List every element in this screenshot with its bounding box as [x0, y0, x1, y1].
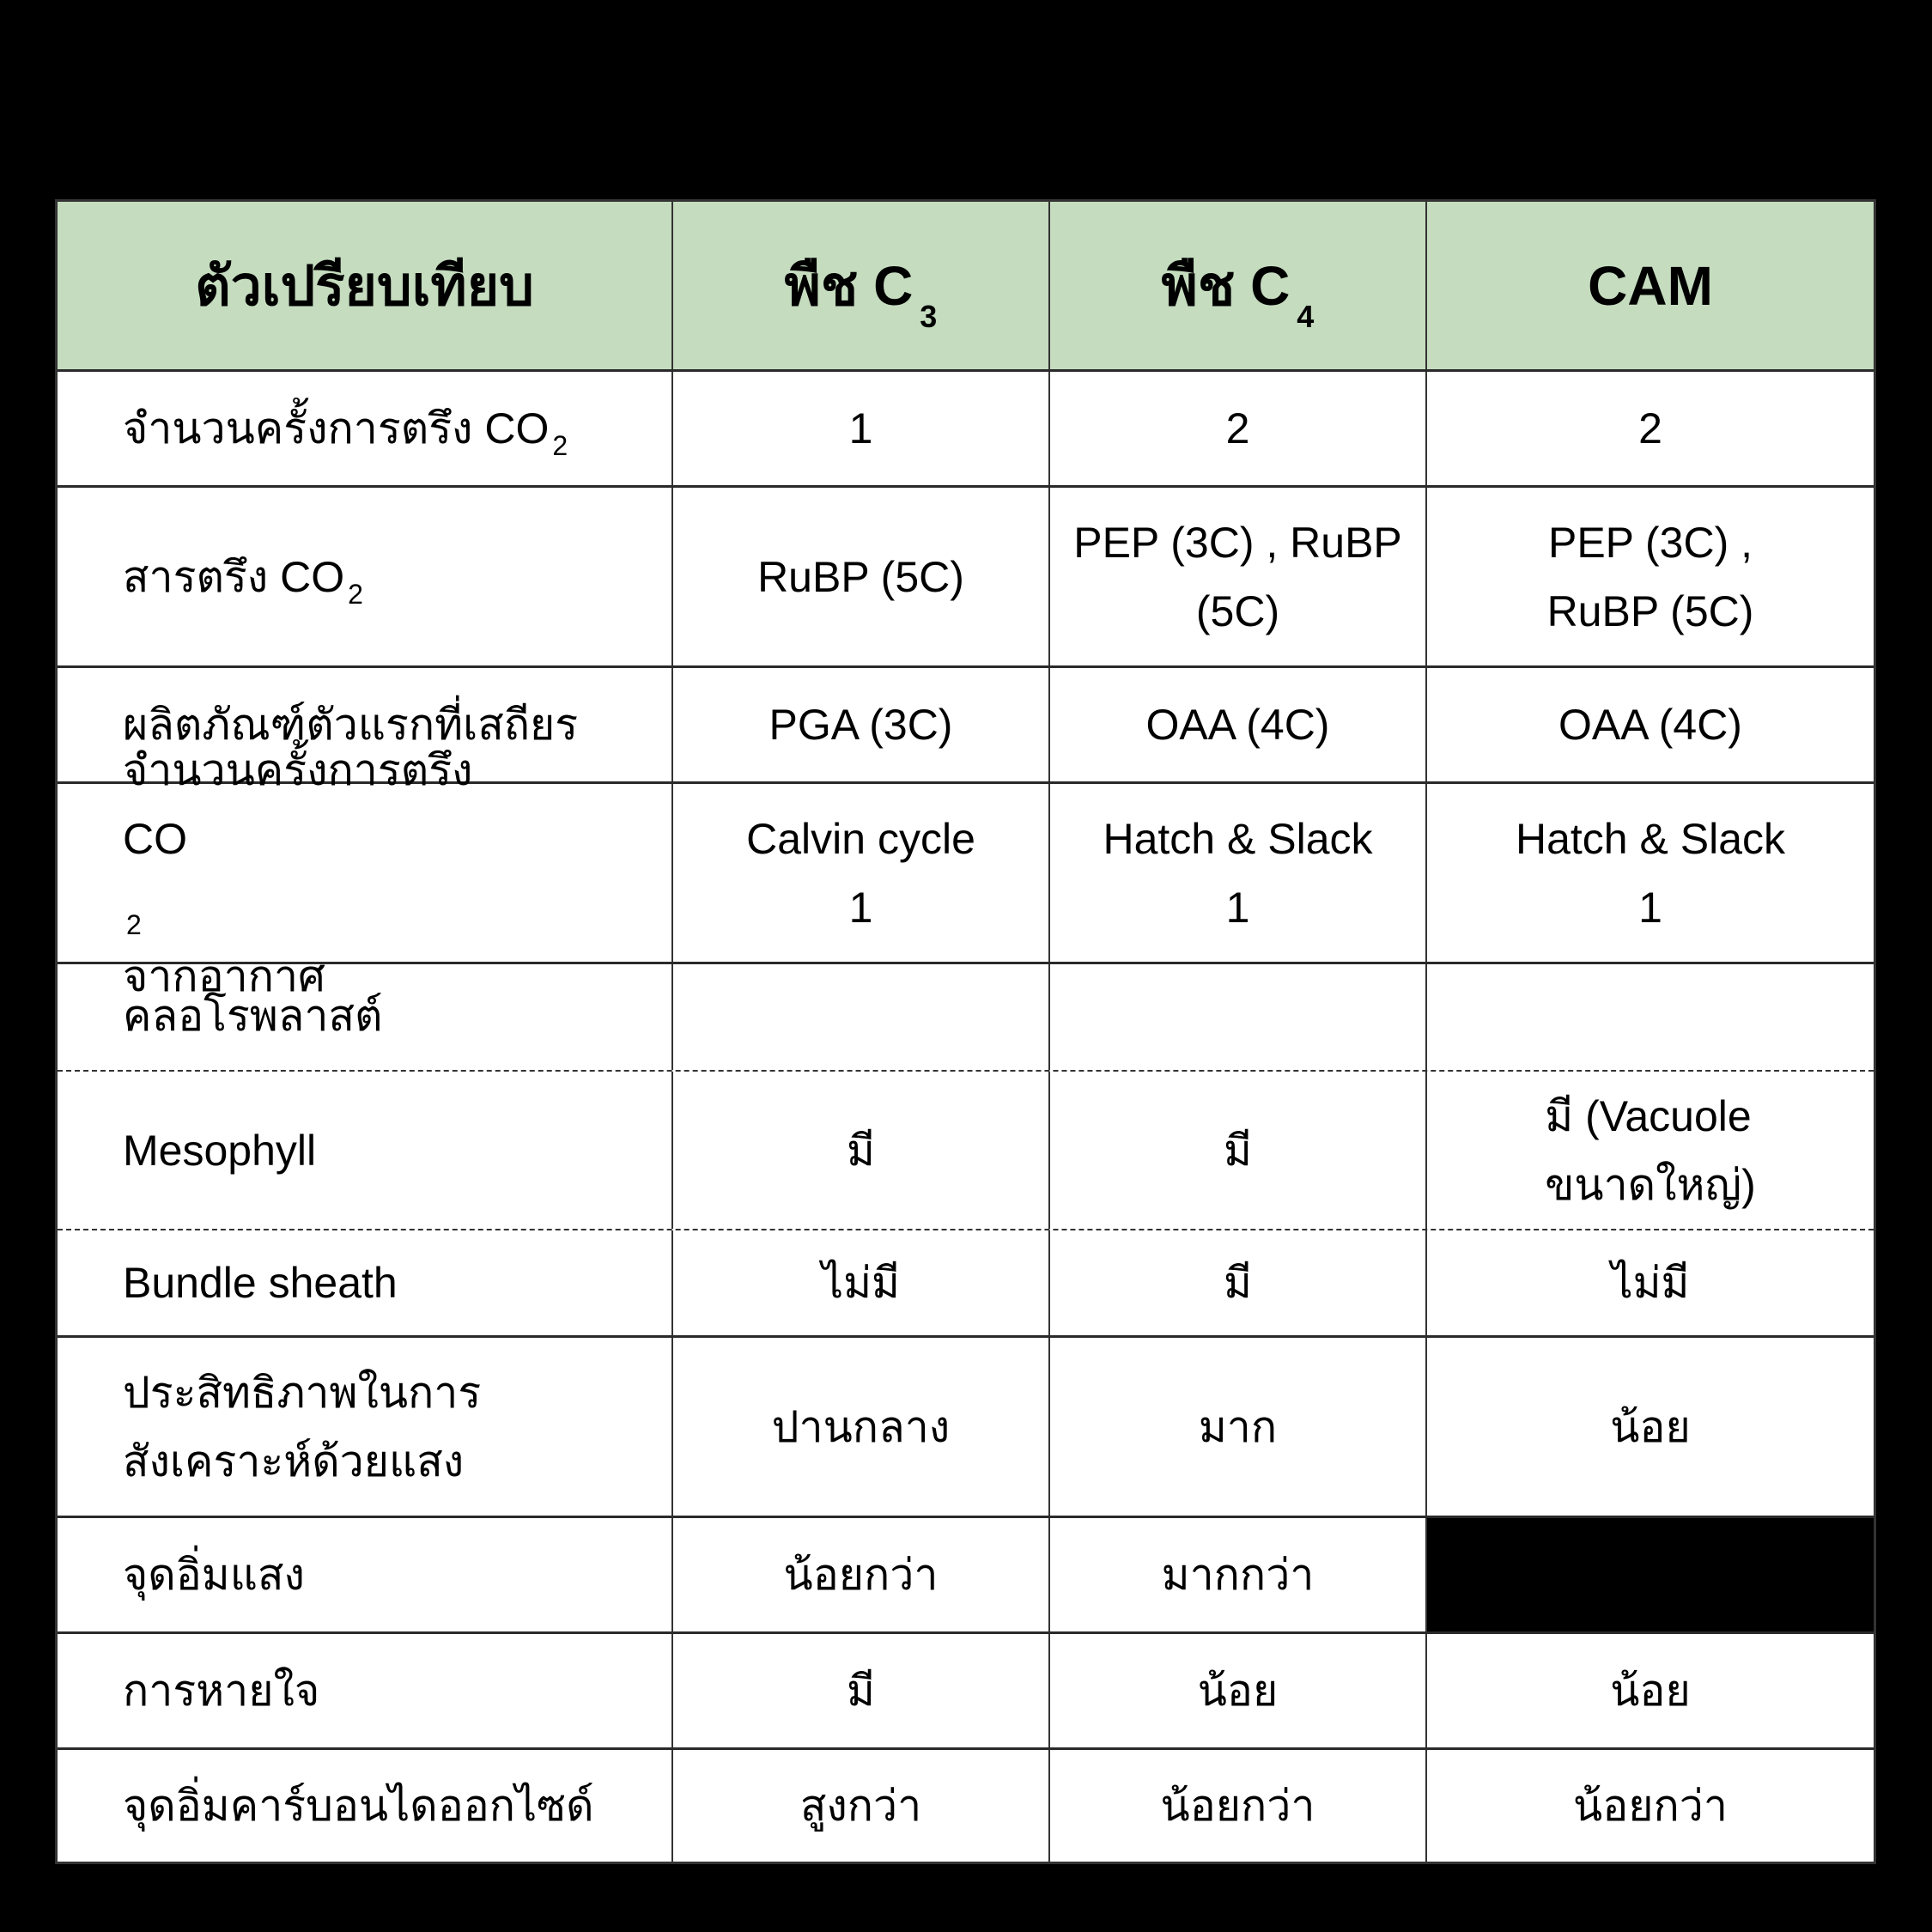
- row-label-sub: 2: [348, 578, 363, 610]
- cell-c3: 1: [673, 372, 1050, 485]
- cell-cam: 2: [1638, 404, 1662, 453]
- table-row: [58, 964, 1874, 1072]
- cell-c3: สูงกว่า: [673, 1750, 1050, 1862]
- cell-line: Hatch & Slack: [1103, 814, 1373, 863]
- row-label: [58, 745, 673, 1000]
- table-row: [58, 1072, 1874, 1230]
- cell-c4: มากกว่า: [1050, 1518, 1427, 1631]
- cell-cam: [1427, 964, 1874, 1070]
- table-row: [58, 745, 1874, 1000]
- cell-c3: ไม่มี: [673, 1230, 1050, 1335]
- cell-line: Hatch & Slack: [1515, 814, 1785, 863]
- cell-line: มี (Vacuole: [1545, 1091, 1752, 1140]
- header-cam: [1427, 202, 1874, 369]
- cell-c4: น้อย: [1050, 1634, 1427, 1747]
- row-label: [58, 372, 673, 485]
- header-criteria: [58, 202, 673, 369]
- cell-c4: 2: [1050, 372, 1427, 485]
- cell-cam: น้อยกว่า: [1573, 1782, 1728, 1830]
- cell-c4: [1050, 964, 1427, 1070]
- row-label-sub: 2: [126, 908, 142, 940]
- row-label: [58, 1338, 673, 1516]
- cell-c3: น้อยกว่า: [673, 1518, 1050, 1631]
- header-c3-sub: 3: [920, 298, 938, 334]
- row-label: จุดอิ่มคาร์บอนไดออกไซด์: [58, 1750, 673, 1862]
- row-label-line: สังเคราะห์ด้วยแสง: [123, 1437, 465, 1485]
- row-label: จุดอิ่มแสง: [58, 1518, 673, 1631]
- row-label-line: ประสิทธิภาพในการ: [123, 1368, 482, 1417]
- header-c4: [1050, 202, 1427, 369]
- header-cam-label: CAM: [1588, 254, 1713, 317]
- row-label: Mesophyll: [58, 1072, 673, 1229]
- cell-c3: ปานกลาง: [673, 1338, 1050, 1516]
- cell-cam: OAA (4C): [1558, 701, 1742, 749]
- table-header-row: [58, 202, 1874, 372]
- cell-cam: [1427, 784, 1874, 962]
- cell-line: RuBP (5C): [1546, 586, 1754, 635]
- cell-c4: OAA (4C): [1050, 668, 1427, 781]
- comparison-table: [55, 199, 1876, 1864]
- cell-line: Calvin cycle: [746, 814, 975, 863]
- table-row: [58, 1518, 1874, 1634]
- cell-cam: [1427, 488, 1874, 665]
- row-label: Bundle sheath: [58, 1230, 673, 1335]
- cell-c3: RuBP (5C): [673, 488, 1050, 665]
- row-label: [58, 488, 673, 665]
- cell-cam: น้อย: [1610, 1402, 1691, 1451]
- row-label-post: จากอากาศ: [123, 951, 325, 1000]
- table-row: [58, 488, 1874, 668]
- cell-cam: ไม่มี: [1611, 1259, 1690, 1307]
- cell-c4: [1050, 784, 1427, 962]
- redacted-cell: [1427, 1518, 1874, 1631]
- cell-c4: [1050, 488, 1427, 665]
- cell-c4: มี: [1050, 1230, 1427, 1335]
- cell-line: 1: [1638, 883, 1662, 932]
- cell-c3: [673, 964, 1050, 1070]
- cell-line: 1: [848, 883, 873, 932]
- cell-c3: มี: [673, 1634, 1050, 1747]
- cell-c4: มี: [1050, 1072, 1427, 1229]
- cell-c3: PGA (3C): [673, 668, 1050, 781]
- row-label-sub: 2: [552, 430, 568, 461]
- row-label: การหายใจ: [58, 1634, 673, 1747]
- table-row: [58, 372, 1874, 488]
- cell-cam: น้อย: [1610, 1667, 1691, 1715]
- cell-c3: มี: [673, 1072, 1050, 1229]
- header-c3-label: พืช C: [784, 254, 914, 317]
- row-label-co: CO: [123, 814, 187, 863]
- header-c3: [673, 202, 1050, 369]
- row-label: คลอโรพลาสต์: [58, 964, 673, 1070]
- row-label-text: จำนวนครั้งการตรึง CO: [123, 404, 550, 453]
- cell-c3: [673, 784, 1050, 962]
- table-row: [58, 1634, 1874, 1750]
- table-row: [58, 1750, 1874, 1862]
- row-label-text: สารตรึง CO: [123, 552, 345, 601]
- table-row: [58, 1230, 1874, 1338]
- table-row: [58, 1338, 1874, 1518]
- cell-line: PEP (3C) ,: [1547, 518, 1753, 567]
- row-label: ผลิตภัณฑ์ตัวแรกที่เสถียร: [58, 668, 673, 781]
- cell-c4: น้อยกว่า: [1050, 1750, 1427, 1862]
- row-label-line: จำนวนครั้งการตรึง: [123, 745, 473, 794]
- cell-line: 1: [1225, 883, 1250, 932]
- header-c4-sub: 4: [1297, 298, 1315, 334]
- cell-cam: [1427, 1072, 1874, 1229]
- cell-line: PEP (3C) , RuBP: [1073, 518, 1402, 567]
- cell-c4: มาก: [1050, 1338, 1427, 1516]
- cell-line: ขนาดใหญ่): [1545, 1160, 1756, 1209]
- cell-line: (5C): [1195, 586, 1280, 635]
- header-c4-label: พืช C: [1161, 254, 1291, 317]
- header-criteria-label: ตัวเปรียบเทียบ: [195, 254, 534, 317]
